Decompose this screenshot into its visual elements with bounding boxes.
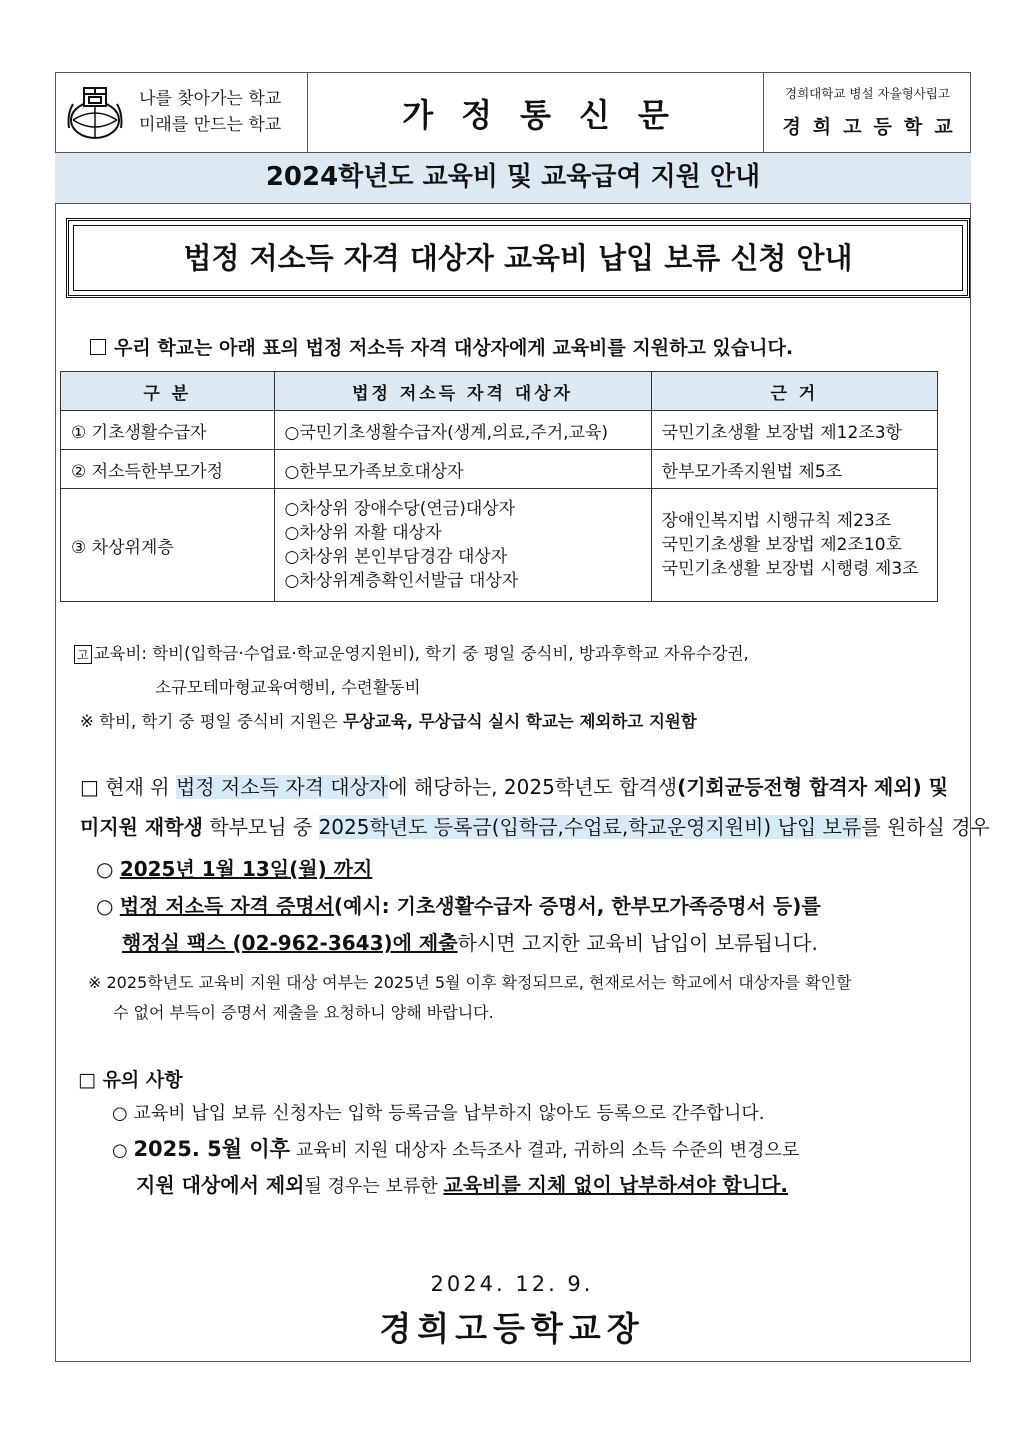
row-basis: 한부모가족지원법 제5조 [651,450,937,489]
motto-line1: 나를 찾아가는 학교 [139,89,282,109]
notice-p1-b: 에 해당하는, 2025학년도 합격생 [388,775,678,799]
header-right [764,72,971,152]
intro-text [90,333,793,360]
caution-item2-bold: 2025. 5월 이후 [133,1137,290,1161]
notice-p2-bold: 미지원 재학생 [80,815,203,839]
notice-fax [122,927,818,956]
row-basis: 국민기초생활 보장법 제12조3항 [651,411,937,450]
row-category: ③ 차상위계층 [61,489,275,602]
fax-rest: 하시면 고지한 교육비 납입이 보류됩니다. [457,931,818,955]
caution-item3-mid: 될 경우는 보류한 [304,1176,444,1197]
row-basis: 장애인복지법 시행규칙 제23조 [661,511,892,531]
documents-underlined: 법정 저소득 자격 증명서 [119,894,334,918]
table-header-row [61,372,938,411]
caution-item2-rest: 교육비 지원 대상자 소득조사 결과, 귀하의 소득 수준의 변경으로 [289,1140,800,1161]
remark-plain: ※ 학비, 학기 중 평일 중식비 지원은 [80,712,343,731]
caution-item3 [136,1169,788,1198]
row-basis-list [651,489,937,602]
row-target: ○차상위 자활 대상자 [284,523,442,543]
caution-item3-underlined: 교육비를 지체 없이 납부하셔야 합니다. [443,1173,788,1197]
intro-label: 우리 학교는 아래 표의 법정 저소득 자격 대상자에게 교육비를 지원하고 있습니다. [114,337,794,359]
row-targets [274,489,651,602]
header-basis: 근 거 [651,372,937,411]
notice-p2-b: 를 원하실 경우 [861,815,990,839]
note-mark-icon: 고 [74,645,92,664]
eligibility-table [60,371,938,602]
deadline-text: 2025년 1월 13일(월) 까지 [119,857,373,881]
caution-item2 [112,1133,799,1163]
bullet-circle-icon: ○ [96,894,120,918]
edu-note-label: 교육비: 학비(입학금·수업료·학교운영지원비), 학기 중 평일 중식비, 방과후학교 자유수강권, [93,644,749,663]
caution-item1: ○ 교육비 납입 보류 신청자는 입학 등록금을 납부하지 않아도 등록으로 간주합니다. [112,1103,765,1124]
notice-remark2: 수 없어 부득이 증명서 제출을 요청하니 양해 바랍니다. [113,1003,494,1022]
header-left [55,72,308,152]
row-target: ○차상위계층확인서발급 대상자 [284,571,519,591]
caution-item3-bold: 지원 대상에서 제외 [136,1173,305,1197]
notice-p1-a: □ 현재 위 [80,775,176,799]
school-motto [139,86,281,138]
edu-note-line1 [74,640,749,664]
notice-p2-highlight: 2025학년도 등록금(입학금,수업료,학교운영지원비) 납입 보류 [318,815,862,839]
document-kind: 가정통신문 [402,96,697,134]
notice-line1 [80,771,948,800]
notice-p1-highlight: 법정 저소득 자격 대상자 [175,775,389,799]
header-middle [308,72,764,152]
edu-note-remark [80,708,697,732]
row-category: ① 기초생활수급자 [61,411,275,450]
row-target: ○국민기초생활수급자(생계,의료,주거,교육) [274,411,651,450]
school-name: 경희고등학교 [782,116,965,138]
notice-deadline [96,853,372,882]
row-target: ○차상위 장애수당(연금)대상자 [284,499,516,519]
row-basis: 국민기초생활 보장법 시행령 제3조 [661,559,919,579]
main-title-box [66,218,970,298]
header-category: 구 분 [61,372,275,411]
band-title: 2024학년도 교육비 및 교육급여 지원 안내 [55,152,971,204]
signature-date: 2024. 12. 9. [430,1272,594,1296]
table-row [61,489,938,602]
motto-line2: 미래를 만드는 학교 [139,115,282,135]
checkbox-square-icon [90,339,106,355]
row-basis: 국민기초생활 보장법 제2조10호 [661,535,902,555]
notice-line2 [80,811,990,840]
caution-title: □ 유의 사항 [78,1069,183,1091]
table-row [61,450,938,489]
signature-name: 경희고등학교장 [379,1309,645,1348]
notice-documents [96,890,821,919]
header-targets: 법정 저소득 자격 대상자 [274,372,651,411]
documents-rest: (예시: 기초생활수급자 증명서, 한부모가족증명서 등)를 [333,894,821,918]
row-category: ② 저소득한부모가정 [61,450,275,489]
fax-underlined: 행정실 팩스 (02-962-3643)에 제출 [122,931,458,955]
main-title: 법정 저소득 자격 대상자 교육비 납입 보류 신청 안내 [183,241,853,275]
notice-p2-a: 학부모님 중 [202,815,319,839]
bullet-circle-icon: ○ [96,857,120,881]
bullet-circle-icon: ○ [112,1140,134,1161]
edu-note-line2: 소규모테마형교육여행비, 수련활동비 [155,678,421,697]
row-target: ○한부모가족보호대상자 [274,450,651,489]
header [55,72,971,152]
school-subtitle: 경희대학교 병설 자율형사립고 [785,86,950,101]
table-row [61,411,938,450]
row-target: ○차상위 본인부담경감 대상자 [284,547,508,567]
notice-p1-bold: (기회균등전형 합격자 제외) 및 [677,775,949,799]
remark-bold: 무상교육, 무상급식 실시 학교는 제외하고 지원함 [343,712,697,731]
school-emblem-icon [65,86,125,142]
notice-remark1: ※ 2025학년도 교육비 지원 대상 여부는 2025년 5월 이후 확정되므로, 현재로서는 학교에서 대상자를 확인할 [88,973,852,992]
